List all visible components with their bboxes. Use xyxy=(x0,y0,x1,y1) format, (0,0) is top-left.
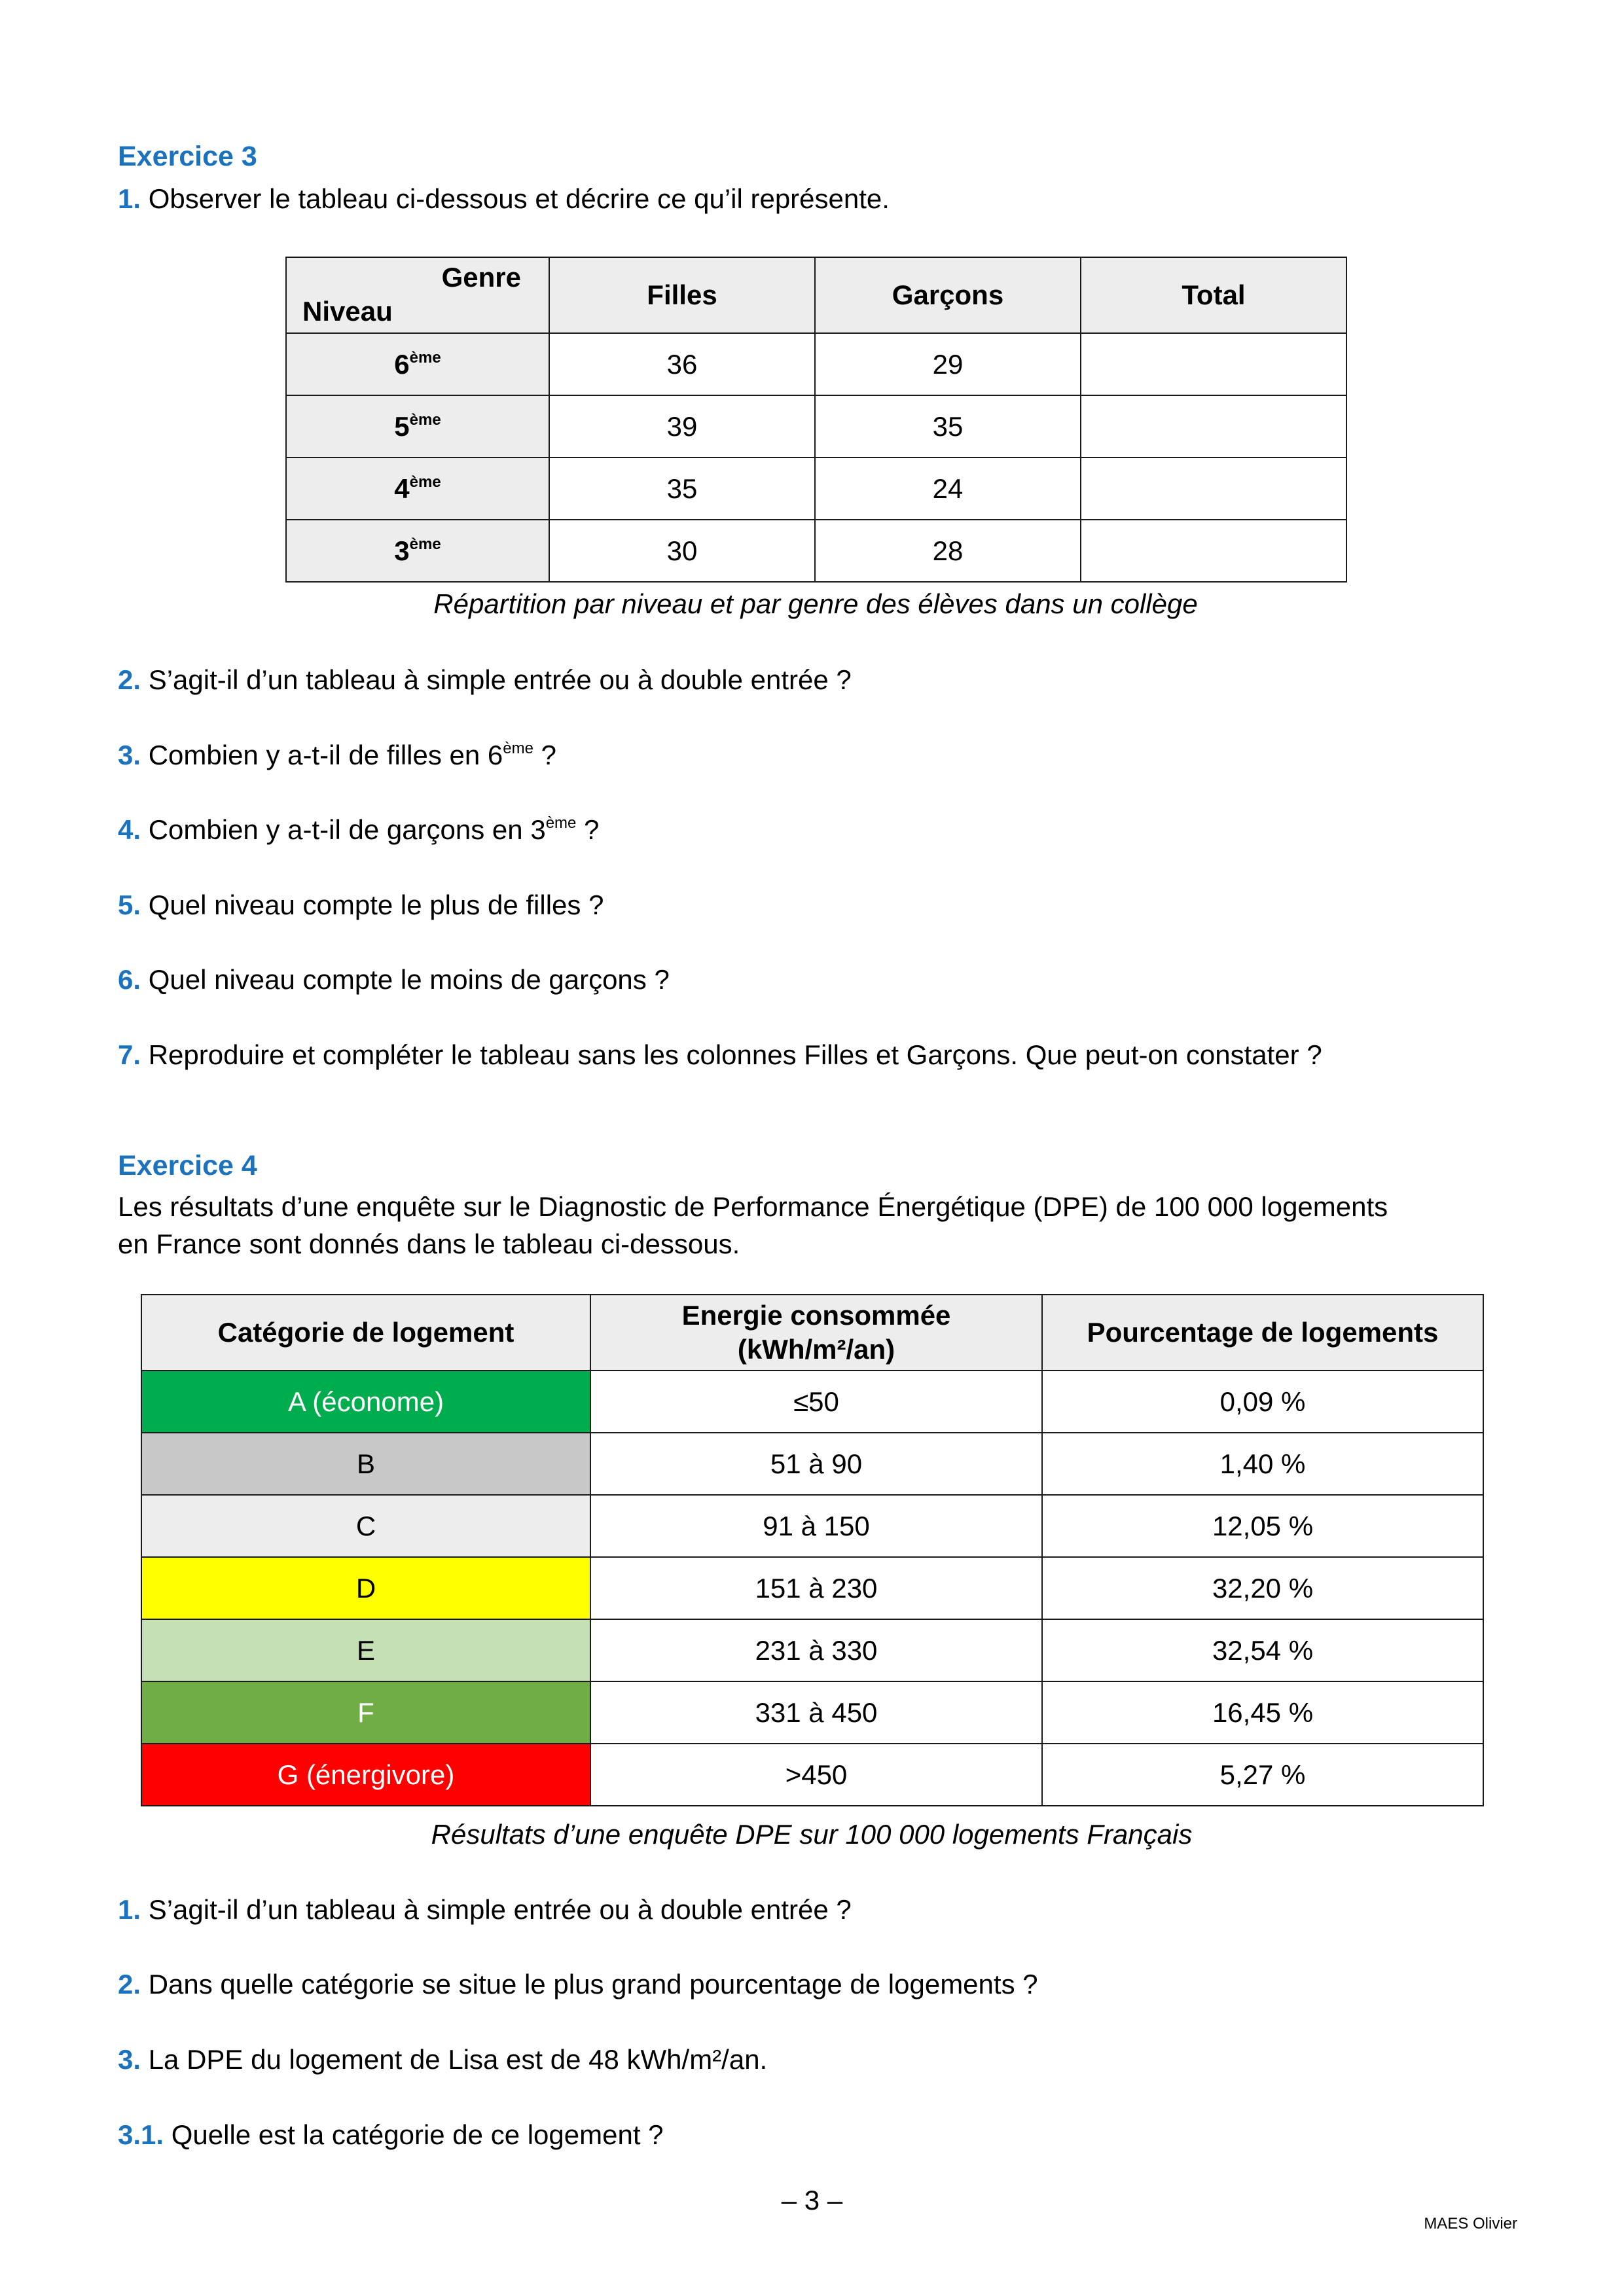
author-name: MAES Olivier xyxy=(1424,2215,1517,2233)
question-text: Quel niveau compte le plus de filles ? xyxy=(148,889,604,920)
total-cell xyxy=(1081,457,1346,520)
table-row xyxy=(141,1619,1483,1681)
intro-line-1: Les résultats d’une enquête sur le Diagnostic de Performance Énergétique (DPE) de 100 000 logements xyxy=(118,1191,1388,1222)
exercise4-question-1 xyxy=(118,1896,852,1924)
question-text: S’agit-il d’un tableau à simple entrée ou à double entrée ? xyxy=(148,664,852,695)
question-text: Dans quelle catégorie se situe le plus grand pourcentage de logements ? xyxy=(148,1969,1038,2000)
table-header-row xyxy=(141,1295,1483,1371)
table-row xyxy=(141,1433,1483,1495)
percent-cell: 0,09 % xyxy=(1042,1371,1483,1433)
column-header-energy: Energie consommée (kWh/m²/an) xyxy=(590,1295,1042,1371)
exercise3-question-7 xyxy=(118,1041,1322,1069)
percent-cell: 1,40 % xyxy=(1042,1433,1483,1495)
exercise3-question-4: 4. Combien y a-t-il de garçons en 3ème ? xyxy=(118,814,600,845)
level-cell: 3ème xyxy=(286,520,549,582)
corner-header-cell xyxy=(286,257,549,333)
question-number: 2. xyxy=(118,664,141,695)
exercise3-question-3: 3. Combien y a-t-il de filles en 6ème ? xyxy=(118,740,556,770)
question-text: Quelle est la catégorie de ce logement ? xyxy=(171,2119,664,2150)
filles-cell: 39 xyxy=(549,395,815,457)
category-cell: G (énergivore) xyxy=(141,1744,590,1806)
page-number: – 3 – xyxy=(781,2185,843,2215)
percent-cell: 32,20 % xyxy=(1042,1557,1483,1619)
table-row xyxy=(141,1371,1483,1433)
energy-cell: 231 à 330 xyxy=(590,1619,1042,1681)
column-header-percent: Pourcentage de logements xyxy=(1042,1295,1483,1371)
table-row xyxy=(141,1495,1483,1557)
percent-cell: 5,27 % xyxy=(1042,1744,1483,1806)
level-cell: 4ème xyxy=(286,457,549,520)
table-row xyxy=(141,1681,1483,1744)
table-row xyxy=(286,395,1346,457)
energy-cell: 331 à 450 xyxy=(590,1681,1042,1744)
question-number: 4. xyxy=(118,814,141,845)
exercise4-intro xyxy=(118,1188,1388,1263)
question-text: S’agit-il d’un tableau à simple entrée ou à double entrée ? xyxy=(148,1894,852,1925)
question-text: Observer le tableau ci-dessous et décrire ce qu’il représente. xyxy=(148,183,890,214)
exercise4-question-3-1 xyxy=(118,2121,664,2149)
total-cell xyxy=(1081,395,1346,457)
question-number: 3. xyxy=(118,740,141,770)
question-text: Combien y a-t-il de filles en 6 xyxy=(148,740,503,770)
filles-cell: 30 xyxy=(549,520,815,582)
level-cell: 6ème xyxy=(286,333,549,395)
exercise3-question-5 xyxy=(118,891,604,919)
garcons-cell: 35 xyxy=(815,395,1081,457)
column-header-total: Total xyxy=(1081,257,1346,333)
exercise3-question-2 xyxy=(118,666,852,694)
table-row xyxy=(141,1557,1483,1619)
filles-cell: 35 xyxy=(549,457,815,520)
question-text: Combien y a-t-il de garçons en 3 xyxy=(148,814,546,845)
total-cell xyxy=(1081,520,1346,582)
category-cell: B xyxy=(141,1433,590,1495)
filles-cell: 36 xyxy=(549,333,815,395)
question-number: 3.1. xyxy=(118,2119,164,2150)
total-cell xyxy=(1081,333,1346,395)
corner-genre-label: Genre xyxy=(441,262,521,293)
corner-niveau-label: Niveau xyxy=(302,296,393,327)
question-number: 1. xyxy=(118,183,141,214)
category-cell: D xyxy=(141,1557,590,1619)
table-header-row xyxy=(286,257,1346,333)
garcons-cell: 29 xyxy=(815,333,1081,395)
dpe-table-caption: Résultats d’une enquête DPE sur 100 000 logements Français xyxy=(431,1819,1193,1850)
exercise3-title: Exercice 3 xyxy=(118,141,257,172)
percent-cell: 32,54 % xyxy=(1042,1619,1483,1681)
column-header-garcons: Garçons xyxy=(815,257,1081,333)
exercise4-title: Exercice 4 xyxy=(118,1150,257,1181)
question-number: 6. xyxy=(118,964,141,995)
question-number: 1. xyxy=(118,1894,141,1925)
energy-cell: ≤50 xyxy=(590,1371,1042,1433)
exercise4-question-3 xyxy=(118,2046,767,2073)
question-text: Reproduire et compléter le tableau sans les colonnes Filles et Garçons. Que peut-on constater ? xyxy=(148,1039,1322,1070)
question-number: 5. xyxy=(118,889,141,920)
level-cell: 5ème xyxy=(286,395,549,457)
exercise3-question-6 xyxy=(118,966,670,994)
students-table xyxy=(285,257,1347,583)
percent-cell: 12,05 % xyxy=(1042,1495,1483,1557)
question-text: Quel niveau compte le moins de garçons ? xyxy=(148,964,670,995)
category-cell: A (économe) xyxy=(141,1371,590,1433)
dpe-table xyxy=(141,1294,1484,1806)
exercise4-question-2 xyxy=(118,1971,1038,1998)
question-text: La DPE du logement de Lisa est de 48 kWh/m²/an. xyxy=(148,2044,768,2075)
table-row xyxy=(286,333,1346,395)
column-header-category: Catégorie de logement xyxy=(141,1295,590,1371)
students-table-caption: Répartition par niveau et par genre des élèves dans un collège xyxy=(433,588,1198,619)
column-header-filles: Filles xyxy=(549,257,815,333)
table-row xyxy=(141,1744,1483,1806)
table-row xyxy=(286,457,1346,520)
table-row xyxy=(286,520,1346,582)
question-number: 3. xyxy=(118,2044,141,2075)
intro-line-2: en France sont donnés dans le tableau ci-dessous. xyxy=(118,1229,740,1259)
category-cell: F xyxy=(141,1681,590,1744)
percent-cell: 16,45 % xyxy=(1042,1681,1483,1744)
garcons-cell: 24 xyxy=(815,457,1081,520)
energy-cell: >450 xyxy=(590,1744,1042,1806)
exercise3-question-1 xyxy=(118,185,890,213)
category-cell: E xyxy=(141,1619,590,1681)
energy-cell: 91 à 150 xyxy=(590,1495,1042,1557)
question-number: 7. xyxy=(118,1039,141,1070)
garcons-cell: 28 xyxy=(815,520,1081,582)
question-number: 2. xyxy=(118,1969,141,2000)
energy-cell: 151 à 230 xyxy=(590,1557,1042,1619)
category-cell: C xyxy=(141,1495,590,1557)
energy-cell: 51 à 90 xyxy=(590,1433,1042,1495)
